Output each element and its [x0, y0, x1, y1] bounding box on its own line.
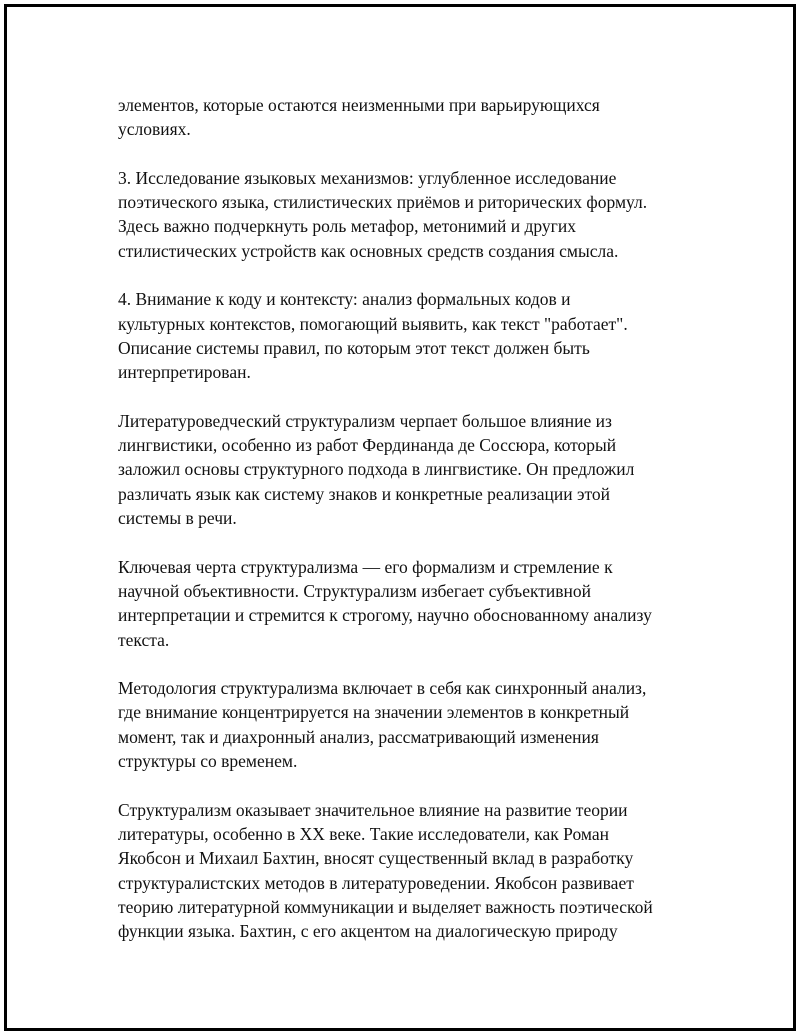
document-body	[118, 93, 693, 943]
paragraph-3: 4. Внимание к коду и контексту: анализ формальных кодов и культурных контекстов, помогающий выявить, как текст "работает". Описание системы правил, по которым этот текст должен быть интерпретирован.	[118, 289, 628, 383]
paragraph-6: Методология структурализма включает в себя как синхронный анализ, где внимание концентрируется на значении элементов в конкретный момент, так и диахронный анализ, рассматривающий изменения структуры со временем.	[118, 678, 647, 772]
paragraph-4: Литературоведческий структурализм черпает большое влияние из лингвистики, особенно из работ Фердинанда де Соссюра, который заложил основы структурного подхода в лингвистике. Он предложил различать язык как систему знаков и конкретные реализации этой системы в речи.	[118, 410, 635, 529]
paragraph-1: элементов, которые остаются неизменными при варьирующихся условиях.	[118, 95, 600, 140]
paragraph-5: Ключевая черта структурализма — его формализм и стремление к научной объективности. Структурализм избегает субъективной интерпретации и стремится к строгому, научно обоснованному анализу текста.	[118, 556, 652, 650]
paragraph-2: 3. Исследование языковых механизмов: углубленное исследование поэтического языка, стилистических приёмов и риторических формул. Здесь важно подчеркнуть роль метафор, метонимий и других стилистических устройств как основных средств создания смысла.	[118, 167, 648, 261]
paragraph-7: Структурализм оказывает значительное влияние на развитие теории литературы, особенно в XX веке. Такие исследователи, как Роман Якобсон и Михаил Бахтин, вносят существенный вклад в разработку структуралистских методов в литературоведении. Якобсон развивает теорию литературной коммуникации и выделяет важность поэтической функции языка. Бахтин, с его акцентом на диалогическую природу	[118, 799, 653, 942]
